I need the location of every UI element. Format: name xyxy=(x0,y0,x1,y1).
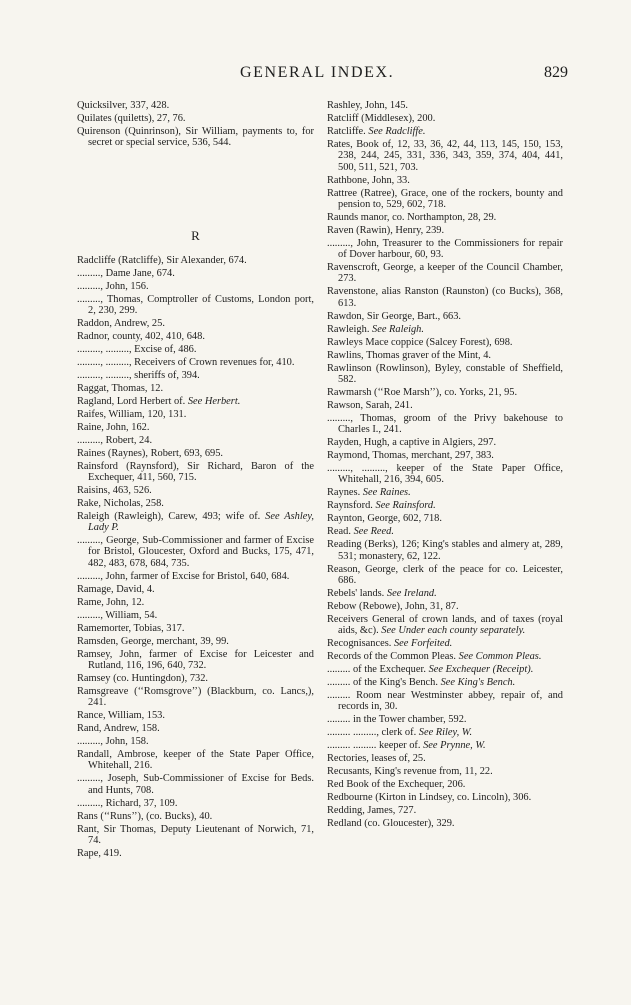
entry-text: Rawleigh. xyxy=(327,323,370,335)
index-entry xyxy=(327,753,563,764)
see-reference: See Prynne, W. xyxy=(423,740,486,752)
entry-text: ......... in the Tower chamber, 592. xyxy=(327,714,467,726)
entry-text: Recognisances. xyxy=(327,638,392,650)
index-entry xyxy=(327,818,563,829)
index-entry xyxy=(327,779,563,790)
index-entry xyxy=(77,710,314,721)
index-entry xyxy=(77,623,314,634)
index-entry xyxy=(327,350,563,361)
page-number: 829 xyxy=(544,64,568,81)
index-entry xyxy=(77,435,314,446)
see-reference: See Ireland. xyxy=(386,587,437,599)
see-reference: See Riley, W. xyxy=(418,727,473,739)
index-entry xyxy=(77,331,314,342)
index-entry xyxy=(327,601,563,612)
index-entry xyxy=(77,100,314,111)
entry-text: Reason, George, clerk of the peace for co. Leicester, 686. xyxy=(327,563,563,586)
index-entry xyxy=(327,324,563,335)
index-entry xyxy=(327,740,563,751)
entry-text: Ravenstone, alias Ranston (Raunston) (co Bucks), 368, 613. xyxy=(327,286,563,309)
entry-text: Rawmarsh (‘‘Roe Marsh’’), co. Yorks, 21, 95. xyxy=(327,386,518,398)
entry-text: Raddon, Andrew, 25. xyxy=(77,317,165,329)
index-entry xyxy=(327,126,563,137)
entry-text: Ragland, Lord Herbert of. xyxy=(77,395,186,407)
section-spacer xyxy=(77,150,314,230)
index-entry xyxy=(327,437,563,448)
index-entry xyxy=(327,363,563,386)
entry-text: Rattree (Ratree), Grace, one of the rockers, bounty and pension to, 529, 602, 718. xyxy=(327,187,563,210)
index-entry xyxy=(327,664,563,675)
index-entry xyxy=(327,337,563,348)
entry-text: Radnor, county, 402, 410, 648. xyxy=(77,330,205,342)
index-entry xyxy=(77,396,314,407)
index-entry xyxy=(77,597,314,608)
index-entry xyxy=(77,511,314,534)
entry-text: ........., ........., sheriffs of, 394. xyxy=(77,369,200,381)
see-reference: See Raleigh. xyxy=(372,323,424,335)
index-entry xyxy=(77,736,314,747)
entry-text: Rates, Book of, 12, 33, 36, 42, 44, 113, 145, 150, 153, 238, 244, 245, 331, 336, 343, 359, 374, 404, 441, 500, 511, 521, 703. xyxy=(327,138,563,173)
entry-text: Rashley, John, 145. xyxy=(327,100,409,111)
entry-text: ........., Thomas, Comptroller of Customs, London port, 2, 230, 299. xyxy=(77,293,314,316)
entry-text: ........., Dame Jane, 674. xyxy=(77,267,175,279)
entry-text: Raynton, George, 602, 718. xyxy=(327,513,442,525)
entry-text: Records of the Common Pleas. xyxy=(327,651,457,663)
index-entry xyxy=(327,188,563,211)
entry-text: ........., John, 156. xyxy=(77,280,149,292)
entry-text: Raisins, 463, 526. xyxy=(77,484,152,496)
index-entry xyxy=(77,686,314,709)
entry-text: Quilates (quiletts), 27, 76. xyxy=(77,112,186,124)
entry-text: Ramsey, John, farmer of Excise for Leicester and Rutland, 116, 196, 640, 732. xyxy=(77,648,314,671)
index-entry xyxy=(77,126,314,149)
entry-text: Rebow (Rebowe), John, 31, 87. xyxy=(327,600,459,612)
left-main-entries xyxy=(77,255,314,860)
entry-text: ........., George, Sub-Commissioner and farmer of Excise for Bristol, Gloucester, Oxford and Bucks, 175, 471, 482, 483, 678, 684, 735. xyxy=(77,535,314,569)
entry-text: Rake, Nicholas, 258. xyxy=(77,497,164,509)
index-entry xyxy=(327,113,563,124)
index-entry xyxy=(327,487,563,498)
index-entry xyxy=(327,614,563,637)
see-reference: See Ashley, Lady P. xyxy=(88,510,314,534)
index-entry xyxy=(77,422,314,433)
see-reference: See King's Bench. xyxy=(440,677,516,689)
index-entry xyxy=(77,281,314,292)
entry-text: ........., ........., Excise of, 486. xyxy=(77,343,197,355)
index-entry xyxy=(327,766,563,777)
index-entry xyxy=(77,448,314,459)
entry-text: Raynes. xyxy=(327,487,361,499)
index-entry xyxy=(327,588,563,599)
index-entry xyxy=(327,400,563,411)
left-column xyxy=(77,100,314,861)
index-entry xyxy=(327,450,563,461)
entry-text: Rathbone, John, 33. xyxy=(327,174,410,186)
entry-text: Rant, Sir Thomas, Deputy Lieutenant of Norwich, 71, 74. xyxy=(77,823,314,846)
entry-text: Ramsey (co. Huntingdon), 732. xyxy=(77,672,209,684)
see-reference: See Raines. xyxy=(362,487,411,499)
index-entry xyxy=(327,526,563,537)
entry-text: Raunds manor, co. Northampton, 28, 29. xyxy=(327,211,497,223)
entry-text: Raggat, Thomas, 12. xyxy=(77,382,164,394)
page-header xyxy=(0,60,631,86)
index-entry xyxy=(327,727,563,738)
index-entry xyxy=(327,100,563,111)
entry-text: Randall, Ambrose, keeper of the State Paper Office, Whitehall, 216. xyxy=(77,749,314,772)
entry-text: Redland (co. Gloucester), 329. xyxy=(327,818,455,830)
index-entry xyxy=(77,811,314,822)
index-entry xyxy=(77,584,314,595)
see-reference: See Under each county separately. xyxy=(381,625,526,637)
index-entry xyxy=(327,286,563,309)
see-reference: See Radcliffe. xyxy=(368,125,426,137)
entry-text: Ratcliffe. xyxy=(327,125,366,137)
index-entry xyxy=(327,500,563,511)
index-entry xyxy=(77,268,314,279)
entry-text: ........., William, 54. xyxy=(77,609,158,621)
right-main-entries xyxy=(327,100,563,829)
see-reference: See Exchequer (Receipt). xyxy=(428,664,534,676)
index-entry xyxy=(77,498,314,509)
entry-text: Raleigh (Rawleigh), Carew, 493; wife of. xyxy=(77,510,261,522)
index-entry xyxy=(77,673,314,684)
entry-text: ......... of the King's Bench. xyxy=(327,677,438,689)
entry-text: Rape, 419. xyxy=(77,847,122,859)
entry-text: Redbourne (Kirton in Lindsey, co. Lincoln), 306. xyxy=(327,792,532,804)
see-reference: See Reed. xyxy=(353,526,394,538)
entry-text: Quicksilver, 337, 428. xyxy=(77,100,170,111)
entry-text: ......... Room near Westminster abbey, repair of, and records in, 30. xyxy=(327,690,563,713)
index-entry xyxy=(327,714,563,725)
index-entry xyxy=(327,792,563,803)
entry-text: Ramsgreave (‘‘Romsgrove’’) (Blackburn, co. Lancs,), 241. xyxy=(77,685,314,709)
entry-text: ........., John, 158. xyxy=(77,736,149,748)
index-entry xyxy=(327,225,563,236)
running-title: GENERAL INDEX. xyxy=(240,64,395,81)
entry-text: Ramemorter, Tobias, 317. xyxy=(77,622,185,634)
entry-text: Raymond, Thomas, merchant, 297, 383. xyxy=(327,450,494,462)
entry-text: Raines (Raynes), Robert, 693, 695. xyxy=(77,447,224,459)
index-entry xyxy=(77,318,314,329)
entry-text: Rawlins, Thomas graver of the Mint, 4. xyxy=(327,349,492,361)
index-entry xyxy=(327,387,563,398)
entry-text: Rectories, leases of, 25. xyxy=(327,753,426,765)
entry-text: Rebels' lands. xyxy=(327,587,385,599)
index-entry xyxy=(327,238,563,261)
index-entry xyxy=(77,824,314,847)
entry-text: Recusants, King's revenue from, 11, 22. xyxy=(327,766,493,778)
index-entry xyxy=(327,262,563,285)
index-entry xyxy=(327,638,563,649)
right-column xyxy=(327,100,563,831)
index-entry xyxy=(327,651,563,662)
entry-text: Rance, William, 153. xyxy=(77,710,165,722)
see-reference: See Rainsford. xyxy=(375,500,436,512)
index-entry xyxy=(77,294,314,317)
entry-text: Ramsden, George, merchant, 39, 99. xyxy=(77,635,229,647)
index-entry xyxy=(77,344,314,355)
index-entry xyxy=(77,409,314,420)
entry-text: Ratcliff (Middlesex), 200. xyxy=(327,112,436,124)
index-entry xyxy=(327,677,563,688)
entry-text: Rainsford (Raynsford), Sir Richard, Baron of the Exchequer, 411, 560, 715. xyxy=(77,460,314,483)
index-entry xyxy=(77,610,314,621)
entry-text: Quirenson (Quinrinson), Sir William, payments to, for secret or special service, 536, 544. xyxy=(77,125,314,149)
index-entry xyxy=(327,311,563,322)
index-entry xyxy=(77,848,314,859)
entry-text: Raifes, William, 120, 131. xyxy=(77,408,187,420)
entry-text: ......... of the Exchequer. xyxy=(327,664,426,676)
index-entry xyxy=(77,535,314,569)
section-spacer xyxy=(77,242,314,255)
entry-text: Red Book of the Exchequer, 206. xyxy=(327,779,466,791)
entry-text: ........., ........., keeper of the State Paper Office, Whitehall, 216, 394, 605. xyxy=(327,463,563,486)
index-entry xyxy=(77,636,314,647)
entry-text: ......... ......... keeper of. xyxy=(327,740,421,752)
entry-text: Raynsford. xyxy=(327,500,373,512)
entry-text: Raine, John, 162. xyxy=(77,421,150,433)
index-entry xyxy=(77,370,314,381)
entry-text: Raven (Rawin), Henry, 239. xyxy=(327,224,445,236)
entry-text: Rawleys Mace coppice (Salcey Forest), 698. xyxy=(327,336,513,348)
index-entry xyxy=(77,798,314,809)
entry-text: Rawson, Sarah, 241. xyxy=(327,399,413,411)
index-entry xyxy=(77,649,314,672)
see-reference: See Forfeited. xyxy=(393,638,453,650)
index-entry xyxy=(327,805,563,816)
index-entry xyxy=(327,513,563,524)
entry-text: Ramage, David, 4. xyxy=(77,583,155,595)
entry-text: Rand, Andrew, 158. xyxy=(77,723,160,735)
index-entry xyxy=(77,357,314,368)
entry-text: Ravenscroft, George, a keeper of the Council Chamber, 273. xyxy=(327,262,563,285)
left-top-entries xyxy=(77,100,314,149)
entry-text: Rawdon, Sir George, Bart., 663. xyxy=(327,310,462,322)
index-entry xyxy=(327,413,563,436)
entry-text: ........., Richard, 37, 109. xyxy=(77,797,178,809)
entry-text: Reading (Berks), 126; King's stables and almery at, 289, 531; monastery, 62, 122. xyxy=(327,539,563,562)
entry-text: Rame, John, 12. xyxy=(77,596,145,608)
index-entry xyxy=(77,485,314,496)
entry-text: ........., John, farmer of Excise for Bristol, 640, 684. xyxy=(77,570,290,582)
entry-text: ........., ........., Receivers of Crown revenues for, 410. xyxy=(77,356,295,368)
index-entry xyxy=(327,139,563,173)
index-entry xyxy=(77,383,314,394)
entry-text: ......... ........., clerk of. xyxy=(327,727,417,739)
index-entry xyxy=(77,113,314,124)
entry-text: ........., Joseph, Sub-Commissioner of Excise for Beds. and Hunts, 708. xyxy=(77,773,314,796)
index-entry xyxy=(77,723,314,734)
entry-text: Rawlinson (Rowlinson), Byley, constable of Sheffield, 582. xyxy=(327,362,563,385)
index-entry xyxy=(77,773,314,796)
index-entry xyxy=(327,212,563,223)
index-entry xyxy=(327,463,563,486)
index-entry xyxy=(77,461,314,484)
index-entry xyxy=(327,175,563,186)
index-entry xyxy=(327,539,563,562)
entry-text: Rans (‘‘Runs’’), (co. Bucks), 40. xyxy=(77,810,213,822)
index-entry xyxy=(77,749,314,772)
entry-text: Radcliffe (Ratcliffe), Sir Alexander, 674. xyxy=(77,254,247,266)
index-entry xyxy=(77,255,314,266)
index-entry xyxy=(327,564,563,587)
see-reference: See Herbert. xyxy=(187,395,241,407)
entry-text: ........., Robert, 24. xyxy=(77,434,153,446)
index-entry xyxy=(77,571,314,582)
entry-text: Redding, James, 727. xyxy=(327,805,417,817)
entry-text: Receivers General of crown lands, and of taxes (royal aids, &c). xyxy=(327,613,563,637)
see-reference: See Common Pleas. xyxy=(458,651,542,663)
section-letter: R xyxy=(191,228,200,244)
entry-text: ........., John, Treasurer to the Commissioners for repair of Dover harbour, 60, 93. xyxy=(327,237,563,261)
index-entry xyxy=(327,690,563,713)
entry-text: Read. xyxy=(327,526,351,538)
entry-text: ........., Thomas, groom of the Privy bakehouse to Charles I., 241. xyxy=(327,412,563,436)
entry-text: Rayden, Hugh, a captive in Algiers, 297. xyxy=(327,437,497,449)
